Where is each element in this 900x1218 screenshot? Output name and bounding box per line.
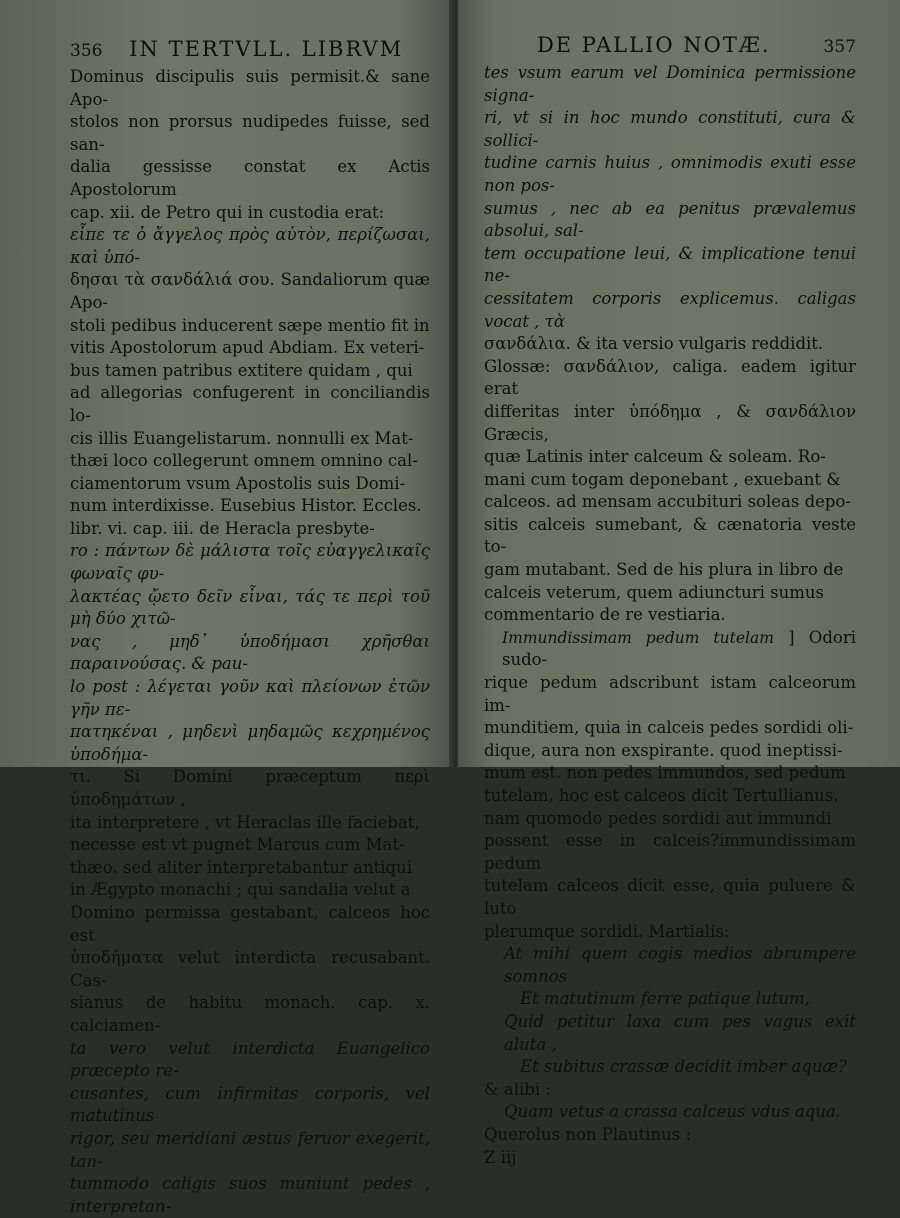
text-line: vitis Apostolorum apud Abdiam. Ex veteri- <box>70 338 425 358</box>
text-line: dalia gessisse constat ex Actis Apostolorum <box>70 157 430 199</box>
text-line: ita interpretere , vt Heraclas ille faciebat, <box>70 812 420 832</box>
text-line: munditiem, quia in calceis pedes sordidi oli- <box>484 718 854 738</box>
text-line: necesse est vt pugnet Marcus cum Mat- <box>70 835 405 855</box>
lemma-line <box>484 627 856 672</box>
text-line: tutelam calceos dicit esse, quia puluere & luto <box>484 876 856 918</box>
text-line: Querolus non Plautinus : <box>484 1124 692 1144</box>
text-line: tutelam, hoc est calceos dicit Tertullianus. <box>484 786 839 805</box>
text-line: ὑποδήματα velut interdicta recusabant. Cas- <box>70 948 430 990</box>
right-body-text <box>484 62 856 1169</box>
left-running-title: IN TERTVLL. LIBRVM <box>129 37 404 61</box>
text-line: τι. Si Domini præceptum περὶ ὑποδημάτων , <box>70 767 430 809</box>
text-line: sitis calceis sumebant, & cænatoria veste to- <box>484 514 856 557</box>
verse-line: At mihi quem cogis medios abrumpere somnos <box>504 944 856 986</box>
text-line: thæi loco collegerunt omnem omnino cal- <box>70 451 418 471</box>
italic-line: ri, vt si in hoc mundo constituti, cura & sollici- <box>484 108 856 150</box>
italic-line: cessitatem corporis explicemus. caligas vocat , τὰ <box>484 288 856 331</box>
text-line: mum est. non pedes immundos, sed pedum <box>484 763 846 783</box>
text-line: gam mutabant. Sed de his plura in libro de <box>484 560 844 580</box>
text-line: dique, aura non exspirante. quod ineptissi- <box>484 740 843 760</box>
italic-line: sumus , nec ab ea penitus prævalemus absolui, sal- <box>484 198 856 241</box>
italic-line: rigor, seu meridiani æstus feruor exegerit, tan- <box>70 1128 430 1171</box>
text-line: quæ Latinis inter calceum & soleam. Ro- <box>484 447 826 467</box>
text-line: cap. xii. de Petro qui in custodia erat: <box>70 202 385 222</box>
text-line: Glossæ: σανδάλιον, caliga. eadem igitur erat <box>484 356 856 399</box>
signature-mark: Z iij <box>484 1147 517 1167</box>
text-line: rique pedum adscribunt istam calceorum im- <box>484 673 856 715</box>
text-line: Dominus discipulis suis permisit.& sane Apo- <box>70 67 430 109</box>
text-line: σανδάλια. & ita versio vulgaris reddidit. <box>484 334 824 354</box>
greek-line: εἶπε τε ὁ ἄγγελος πρὸς αὐτὸν, περίζωσαι, καὶ ὑπό- <box>70 225 430 267</box>
text-line: mani cum togam deponebant , exuebant & <box>484 469 841 489</box>
text-line: ciamentorum vsum Apostolis suis Domi- <box>70 473 406 493</box>
greek-line: νας , μηδ᾽ ὑποδήμασι χρῆσθαι παραινούσας. & pau- <box>70 631 430 674</box>
right-page <box>458 0 900 1167</box>
verse-line: Quid petitur laxa cum pes vagus exit aluta , <box>504 1011 856 1054</box>
lemma: Immundissimam pedum tutelam <box>502 628 774 647</box>
text-line: stoli pedibus inducerent sæpe mentio fit in <box>70 315 430 335</box>
text-line: thæo. sed aliter interpretabantur antiqui <box>70 857 412 877</box>
italic-line: cusantes, cum infirmitas corporis, vel matutinus <box>70 1083 430 1126</box>
text-line: ad allegorias confugerent in conciliandis lo- <box>70 383 430 425</box>
text-line: commentario de re vestiaria. <box>484 605 726 625</box>
left-body-text <box>70 66 430 1218</box>
text-line: Domino permissa gestabant, calceos hoc est <box>70 902 430 945</box>
text-line: cis illis Euangelistarum. nonnulli ex Mat- <box>70 428 414 448</box>
text-line: δησαι τὰ σανδάλιά σου. Sandaliorum quæ Apo- <box>70 270 430 312</box>
text-line: libr. vi. cap. iii. de Heracla presbyte- <box>70 518 375 538</box>
left-running-head <box>70 38 430 62</box>
italic-line: tem occupatione leui, & implicatione tenui ne- <box>484 243 856 286</box>
italic-line: ta vero velut interdicta Euangelico præcepto re- <box>70 1038 430 1081</box>
text-line: plerumque sordidi. Martialis: <box>484 921 730 941</box>
greek-line: ro : πάντων δὲ μάλιστα τοῖς εὐαγγελικαῖς φωναῖς φυ- <box>70 541 430 584</box>
text-line: calceis veterum, quem adiuncturi sumus <box>484 582 824 602</box>
text-line: num interdixisse. Eusebius Histor. Eccles. <box>70 496 422 516</box>
text-line: possent esse in calceis?immundissimam pedum <box>484 831 856 873</box>
italic-line: tummodo caligis suos muniunt pedes , interpretan- <box>70 1174 430 1216</box>
greek-line: πατηκέναι , μηδενὶ μηδαμῶς κεχρημένος ὑποδήμα- <box>70 722 430 764</box>
text-line: calceos. ad mensam accubituri soleas depo- <box>484 492 851 512</box>
text-line: in Ægypto monachi ; qui sandalia velut a <box>70 880 411 900</box>
verse-line: Et matutinum ferre patique lutum, <box>520 989 810 1009</box>
right-running-head <box>484 34 856 58</box>
text-line: stolos non prorsus nudipedes fuisse, sed san- <box>70 112 430 154</box>
lemma-continuation: ] Odori sudo- <box>502 627 856 670</box>
text-line: bus tamen patribus extitere quidam , qui <box>70 360 413 380</box>
text-line: differitas inter ὑπόδημα , & σανδάλιον Græcis, <box>484 401 856 444</box>
greek-line: λακτέας ᾤετο δεῖν εἶναι, τάς τε περὶ τοῦ μὴ δύο χιτῶ- <box>70 586 430 629</box>
greek-line: lo post : λέγεται γοῦν καὶ πλείονων ἐτῶν γῆν πε- <box>70 677 430 719</box>
italic-line: tes vsum earum vel Dominica permissione signa- <box>484 63 856 105</box>
text-line: & alibi : <box>484 1079 551 1099</box>
verse-line: Quam vetus a crassa calceus vdus aqua. <box>504 1102 842 1122</box>
italic-line: tudine carnis huius , omnimodis exuti esse non pos- <box>484 153 856 195</box>
text-line: sianus de habitu monach. cap. x. calciamen- <box>70 993 430 1035</box>
verse-line: Et subitus crassæ decidit imber aquæ? <box>520 1057 847 1077</box>
right-running-title: DE PALLIO NOTÆ. <box>536 33 771 57</box>
right-page-number: 357 <box>823 37 856 57</box>
text-line: nam quomodo pedes sordidi aut immundi <box>484 808 832 828</box>
left-page-number: 356 <box>70 41 103 61</box>
